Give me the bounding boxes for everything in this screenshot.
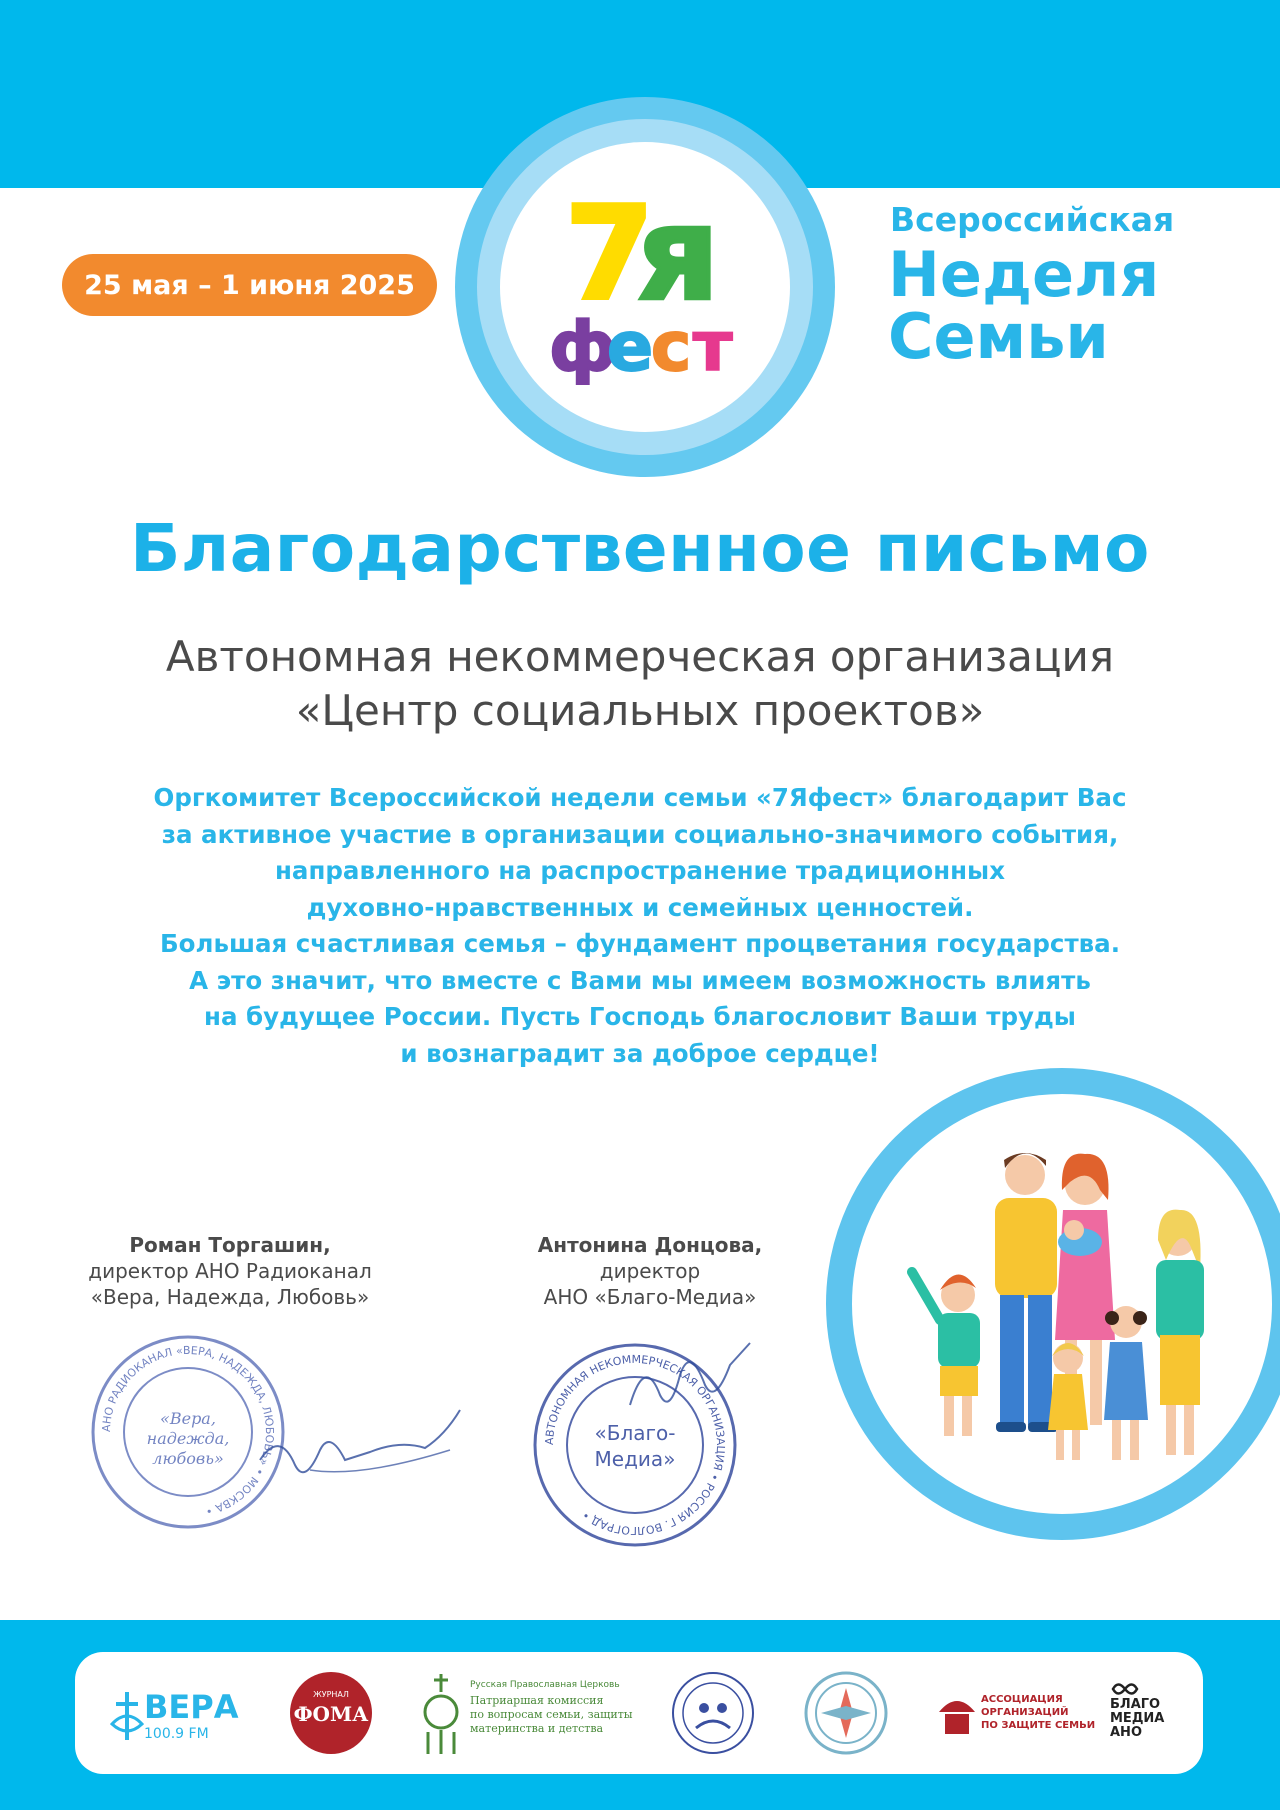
blago-line1: БЛАГО xyxy=(1110,1697,1161,1712)
signatory-2-name: Антонина Донцова, xyxy=(537,1233,763,1257)
association-line3: ПО ЗАЩИТЕ СЕМЬИ xyxy=(981,1720,1096,1731)
date-badge xyxy=(62,254,437,316)
father-figure xyxy=(995,1153,1058,1432)
body-line: Оргкомитет Всероссийской недели семьи «7Яфест» благодарит Вас xyxy=(153,783,1127,812)
partner-logos-bar xyxy=(75,1652,1203,1774)
church-label: Русская Православная Церковь xyxy=(470,1680,620,1690)
body-line: А это значит, что вместе с Вами мы имеем возможность влиять xyxy=(189,965,1091,995)
recipient-organization xyxy=(0,630,1280,738)
commission-line1: Патриаршая комиссия xyxy=(470,1694,604,1707)
svg-text:ф: ф xyxy=(549,308,617,387)
date-range: 25 мая – 1 июня 2025 xyxy=(84,269,415,301)
event-subtitle: Всероссийская xyxy=(890,200,1175,239)
signatory-1-org: «Вера, Надежда, Любовь» xyxy=(90,1285,370,1309)
blago-line2: МЕДИА xyxy=(1110,1711,1165,1726)
partner-patriarchal-commission-logo xyxy=(420,1672,633,1756)
svg-text:7: 7 xyxy=(565,180,655,329)
umbrella-house-icon xyxy=(937,1690,977,1736)
body-line: Большая счастливая семья – фундамент процветания государства. xyxy=(160,929,1120,958)
svg-text:т: т xyxy=(693,308,733,387)
svg-text:«Благо-: «Благо- xyxy=(594,1421,676,1445)
svg-text:е: е xyxy=(607,308,654,387)
stamp-1-ring-text: АНО РАДИОКАНАЛ «ВЕРА, НАДЕЖДА, ЛЮБОВЬ» • МОСКВА • xyxy=(99,1343,277,1518)
partner-association-logo xyxy=(937,1690,1096,1738)
cross-fish-icon xyxy=(110,1690,144,1742)
svg-text:я: я xyxy=(637,180,720,329)
svg-text:Медиа»: Медиа» xyxy=(594,1447,676,1471)
signatory-2-org: АНО «Благо-Медиа» xyxy=(543,1285,757,1309)
body-line: направленного на распространение традиционных xyxy=(274,856,1006,885)
association-line1: АССОЦИАЦИЯ xyxy=(981,1694,1063,1705)
boy-figure xyxy=(912,1272,980,1436)
org-line-1: Автономная некоммерческая организация xyxy=(165,632,1115,681)
signatory-1-name: Роман Торгашин, xyxy=(129,1233,331,1257)
commission-line3: материнства и детства xyxy=(470,1722,604,1735)
vera-name: ВЕРА xyxy=(144,1688,239,1726)
commission-line2: по вопросам семьи, защиты xyxy=(470,1708,633,1721)
svg-text:с: с xyxy=(651,308,692,387)
body-line: за активное участие в организации социально-значимого события, xyxy=(161,819,1119,849)
event-title-line2: Семьи xyxy=(888,300,1109,373)
signature-2 xyxy=(620,1335,760,1425)
body-line: и вознаградит за доброе сердце! xyxy=(400,1038,880,1068)
infinity-icon xyxy=(1110,1682,1140,1696)
signatory-2 xyxy=(500,1232,800,1310)
vera-frequency: 100.9 FM xyxy=(144,1726,209,1742)
event-title xyxy=(888,238,1160,373)
7yafest-logo xyxy=(545,180,745,390)
partner-blago-media-logo xyxy=(1110,1682,1180,1746)
signatory-1 xyxy=(70,1232,390,1310)
foma-small-label: ЖУРНАЛ xyxy=(313,1690,349,1699)
foma-name: ФОМА xyxy=(293,1702,369,1726)
svg-text:«Вера,: «Вера, xyxy=(160,1409,216,1428)
teen-girl-figure xyxy=(1156,1210,1204,1455)
partner-family-symbol-logo xyxy=(803,1670,889,1756)
signatory-1-role: директор АНО Радиоканал xyxy=(88,1259,372,1283)
svg-text:надежда,: надежда, xyxy=(146,1429,230,1448)
partner-foma-logo xyxy=(290,1672,372,1754)
svg-text:любовь»: любовь» xyxy=(152,1449,224,1468)
partner-emblem-logo xyxy=(670,1670,756,1756)
association-line2: ОРГАНИЗАЦИЙ xyxy=(981,1707,1069,1718)
signatory-2-role: директор xyxy=(599,1259,701,1283)
blago-line3: АНО xyxy=(1110,1725,1142,1740)
small-girl-figure xyxy=(1048,1343,1088,1460)
stamp-2-ring-text: АВТОНОМНАЯ НЕКОММЕРЧЕСКАЯ ОРГАНИЗАЦИЯ • РОССИЯ Г. ВОЛГОГРАД • xyxy=(542,1352,728,1538)
org-line-2: «Центр социальных проектов» xyxy=(295,686,985,735)
church-emblem-icon xyxy=(420,1672,462,1756)
event-title-line1: Неделя xyxy=(888,238,1160,311)
body-line: на будущее России. Пусть Господь благословит Ваши труды xyxy=(204,1002,1076,1031)
letter-body xyxy=(90,780,1190,1072)
family-illustration xyxy=(900,1130,1230,1480)
letter-title: Благодарственное письмо xyxy=(130,510,1150,587)
signature-1 xyxy=(250,1390,470,1500)
partner-vera-logo xyxy=(110,1688,240,1744)
body-line: духовно-нравственных и семейных ценностей. xyxy=(306,892,974,922)
